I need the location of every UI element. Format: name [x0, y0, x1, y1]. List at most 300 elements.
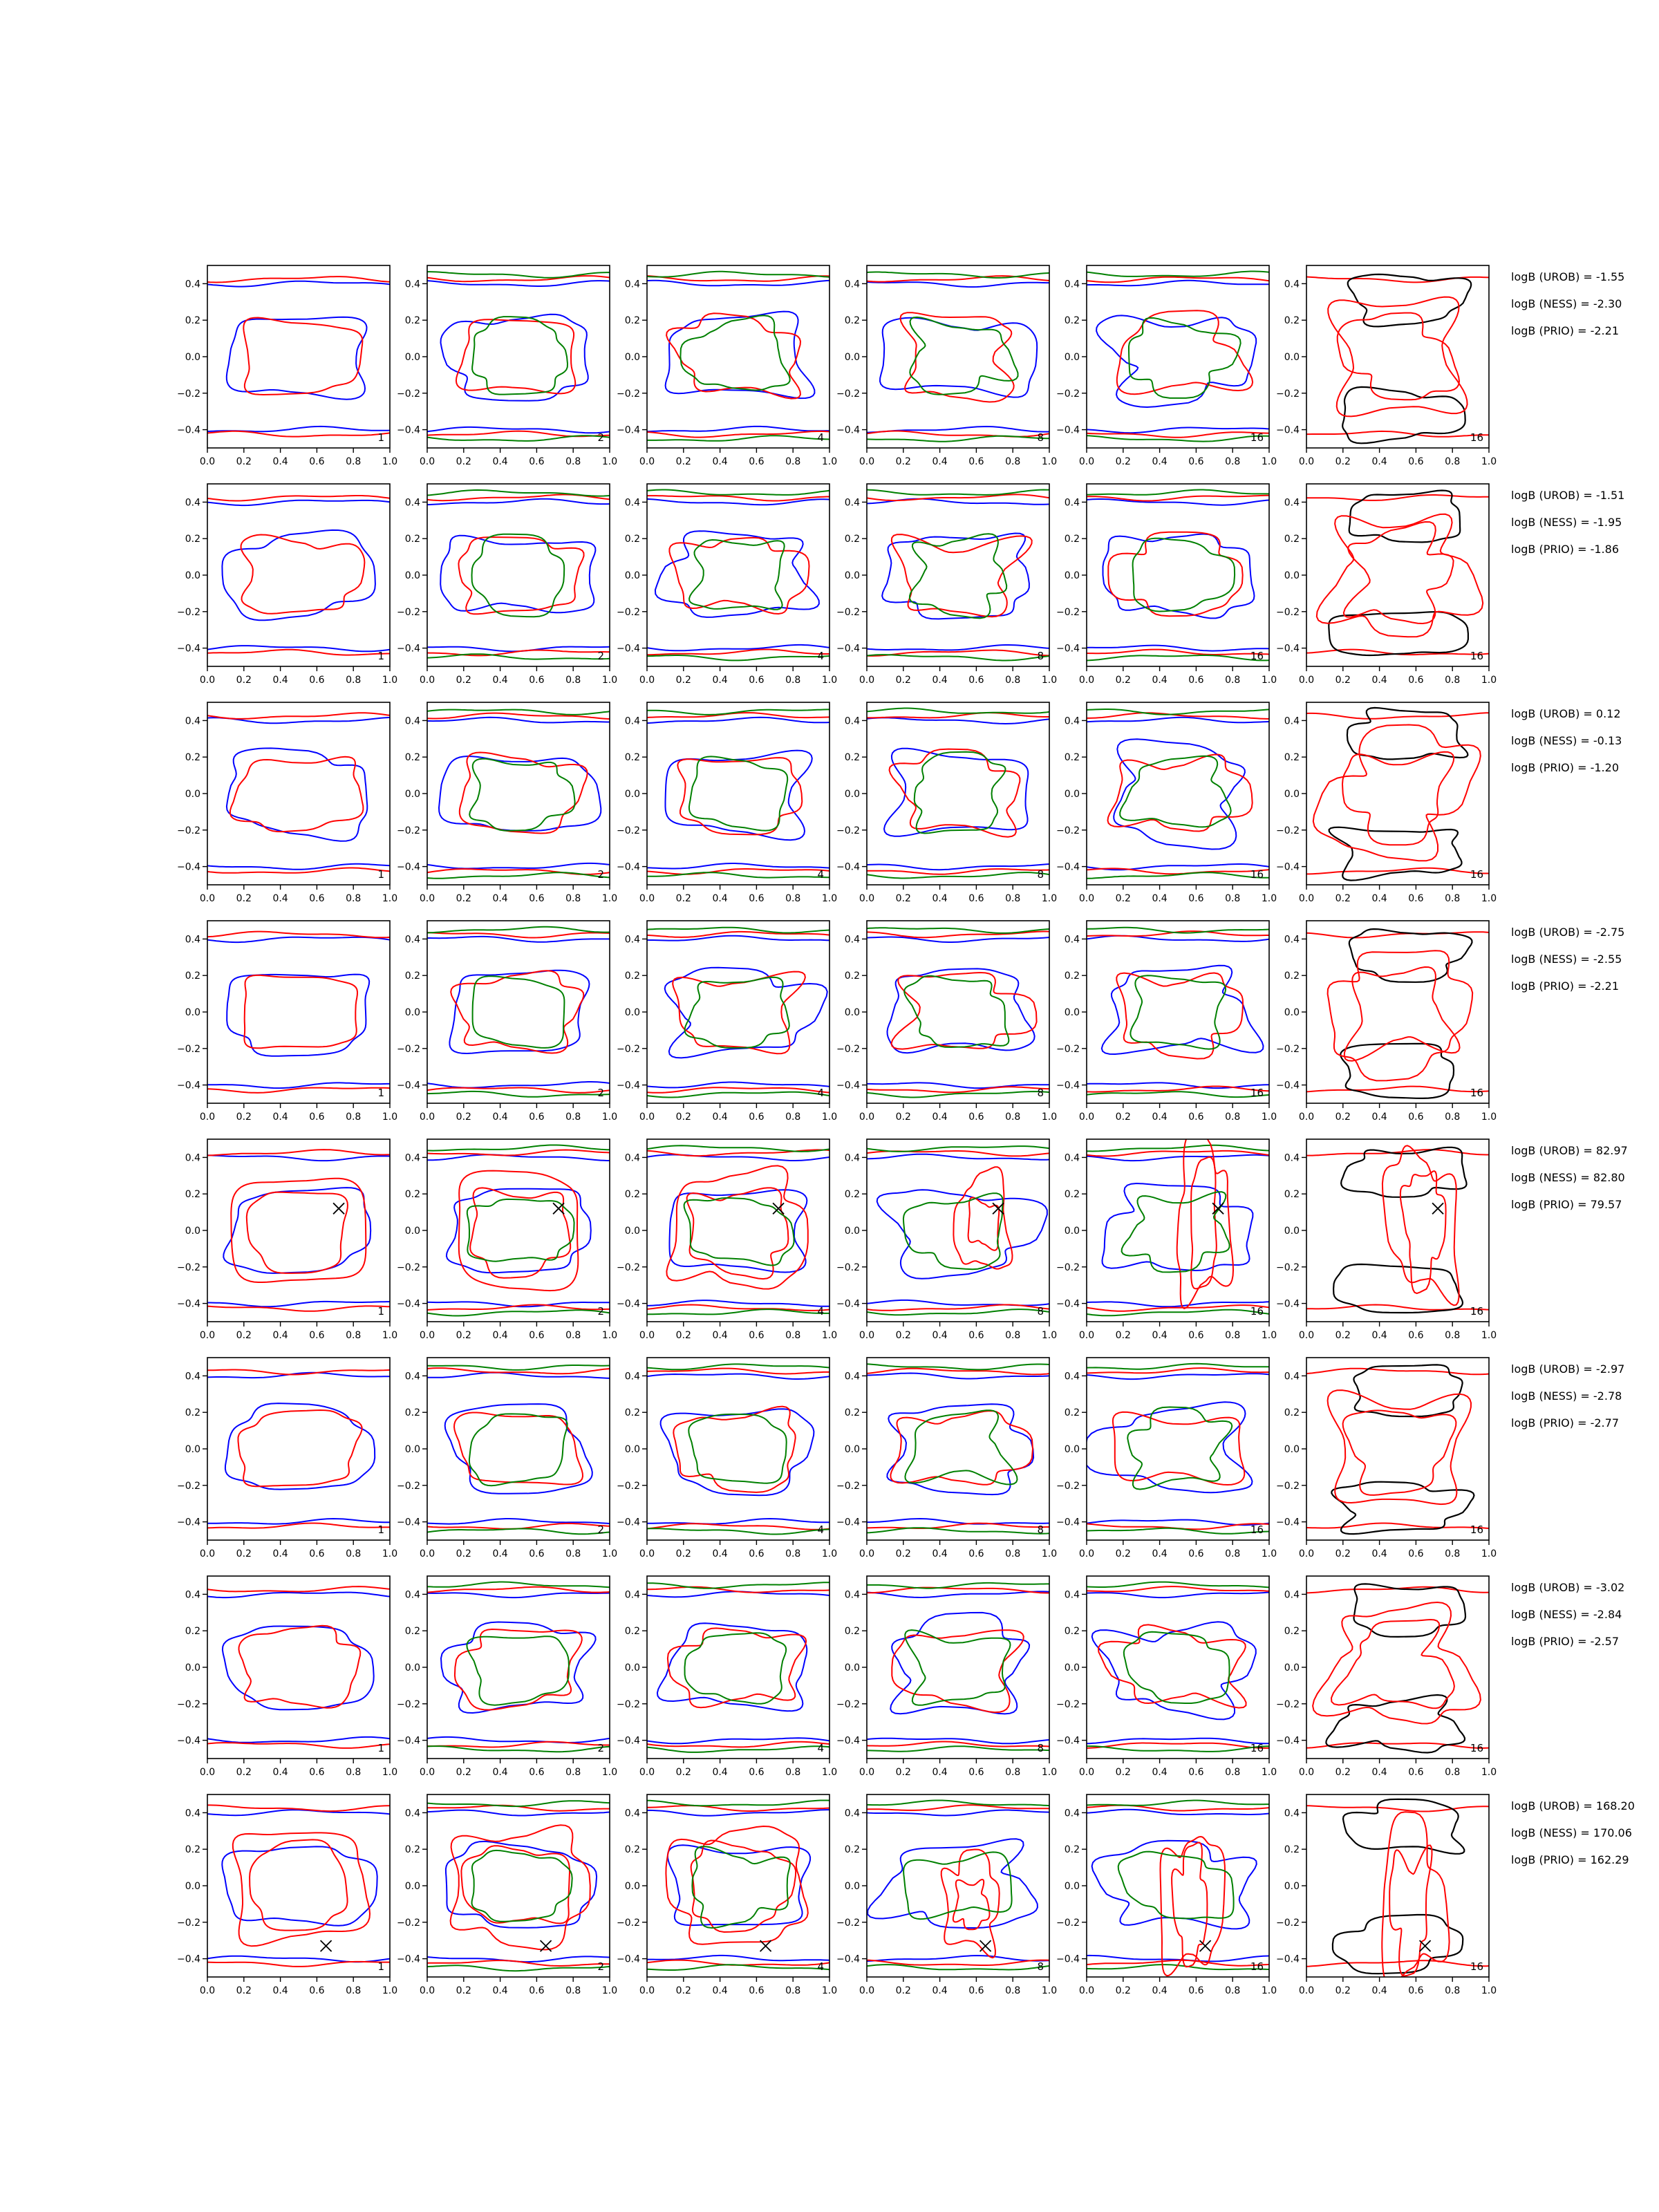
contour-blue [644, 499, 834, 505]
y-tick-label: 0.2 [185, 1189, 200, 1201]
y-tick-label: 0.4 [624, 497, 640, 509]
x-tick-label: 0.6 [529, 1548, 545, 1559]
x-tick-label: 0.2 [675, 456, 691, 467]
y-tick-label: −0.4 [397, 424, 420, 436]
y-tick-label: −0.4 [1276, 1517, 1300, 1528]
contour-lines [1083, 709, 1273, 879]
panel-r2-c2 [397, 484, 617, 686]
y-tick-label: −0.2 [1056, 1480, 1080, 1492]
y-tick-label: 0.0 [404, 1007, 420, 1018]
y-tick-label: 0.4 [404, 497, 420, 509]
x-tick-label: 0.0 [859, 456, 875, 467]
x-tick-label: 0.2 [236, 1985, 252, 1996]
contour-lines [204, 1586, 394, 1748]
contour-blue [424, 1082, 614, 1088]
contour-lines [644, 1582, 834, 1752]
logb-annotation: logB (NESS) = -0.13 [1511, 734, 1622, 747]
panel-r3-c3 [617, 702, 837, 904]
x-tick-label: 0.4 [932, 1548, 948, 1559]
panel-r6-c5 [1056, 1358, 1277, 1559]
y-tick-label: 0.0 [185, 1662, 200, 1674]
x-tick-label: 0.2 [895, 1985, 911, 1996]
contour-red [250, 1839, 348, 1930]
x-tick-label: 0.4 [1371, 893, 1387, 904]
contour-blue [863, 645, 1053, 650]
x-tick-label: 0.6 [1408, 1112, 1424, 1123]
panel-r8-c1 [177, 1794, 397, 1996]
contour-red [1303, 495, 1493, 500]
panel-r7-c3 [617, 1576, 837, 1778]
x-tick-label: 0.8 [1225, 1330, 1241, 1341]
x-tick-label: 0.6 [749, 1112, 765, 1123]
x-tick-label: 0.4 [712, 1985, 728, 1996]
x-tick-label: 0.2 [456, 893, 471, 904]
x-tick-label: 0.6 [529, 1112, 545, 1123]
contour-green [905, 1410, 1017, 1484]
contour-red [1303, 1305, 1493, 1310]
x-tick-label: 0.4 [932, 675, 948, 686]
x-tick-label: 0.4 [1371, 1330, 1387, 1341]
y-tick-label: 0.4 [1064, 1371, 1080, 1382]
x-tick-label: 0.6 [1408, 456, 1424, 467]
panel-r7-c4 [836, 1576, 1057, 1778]
source-marker [980, 1940, 991, 1951]
x-tick-label: 0.4 [712, 1548, 728, 1559]
panel-r1-c4 [836, 265, 1057, 467]
x-tick-label: 1.0 [382, 1112, 398, 1123]
contour-lines [1303, 274, 1493, 443]
contour-blue [424, 427, 614, 433]
y-tick-label: −0.4 [177, 1080, 200, 1091]
y-tick-label: −0.2 [617, 1698, 640, 1710]
y-tick-label: −0.4 [177, 1517, 200, 1528]
y-tick-label: 0.2 [404, 1626, 420, 1638]
x-tick-label: 0.0 [1298, 1548, 1315, 1559]
axes-frame [207, 1576, 390, 1759]
contour-red [1400, 1171, 1446, 1293]
x-tick-label: 0.4 [712, 893, 728, 904]
x-tick-label: 0.0 [419, 1330, 435, 1341]
x-tick-label: 0.4 [1152, 1330, 1168, 1341]
x-tick-label: 1.0 [382, 1985, 398, 1996]
y-tick-label: 0.0 [1284, 352, 1300, 363]
x-tick-label: 1.0 [1041, 893, 1058, 904]
x-tick-label: 0.2 [895, 1112, 911, 1123]
panel-r4-c2 [397, 921, 617, 1123]
contour-red [1083, 650, 1273, 655]
contour-blue [1083, 646, 1273, 651]
y-tick-label: −0.2 [397, 1917, 420, 1929]
logb-annotation: logB (PRIO) = -1.20 [1511, 761, 1619, 774]
y-tick-label: 0.0 [1064, 1007, 1080, 1018]
y-tick-label: 0.0 [1284, 1881, 1300, 1892]
contour-red [644, 869, 834, 874]
contour-red [424, 650, 614, 655]
y-tick-label: −0.4 [836, 861, 860, 873]
x-tick-label: 0.4 [272, 456, 288, 467]
contour-red [244, 975, 357, 1048]
axes-frame [207, 921, 390, 1103]
y-tick-label: −0.2 [836, 388, 860, 400]
panel-r6-c3 [617, 1358, 837, 1559]
panel-r5-c3 [617, 1139, 837, 1341]
contour-red [458, 537, 583, 614]
y-tick-label: −0.4 [1056, 1080, 1080, 1091]
panel-r2-c5 [1056, 484, 1277, 686]
contour-red [424, 1305, 614, 1311]
x-tick-label: 0.4 [1371, 675, 1387, 686]
x-tick-label: 0.2 [456, 1985, 471, 1996]
contour-red [204, 431, 394, 437]
panel-label: 8 [1037, 431, 1044, 444]
y-tick-label: 0.4 [844, 1152, 860, 1164]
y-tick-label: 0.0 [404, 1226, 420, 1237]
contour-blue [1083, 936, 1273, 941]
y-tick-label: 0.4 [844, 279, 860, 290]
y-tick-label: 0.0 [185, 570, 200, 581]
y-tick-label: 0.2 [404, 315, 420, 327]
x-tick-label: 0.4 [272, 675, 288, 686]
contour-green [1129, 318, 1241, 398]
y-tick-label: −0.4 [1276, 1080, 1300, 1091]
x-tick-label: 1.0 [1481, 1112, 1497, 1123]
x-tick-label: 0.2 [1115, 1112, 1131, 1123]
y-tick-label: −0.2 [1276, 1917, 1300, 1929]
y-tick-label: 0.0 [1284, 570, 1300, 581]
y-tick-label: −0.4 [1276, 1735, 1300, 1747]
x-tick-label: 1.0 [1041, 675, 1058, 686]
y-tick-label: 0.4 [185, 934, 200, 946]
x-tick-label: 0.0 [1078, 675, 1095, 686]
contour-green [644, 1801, 834, 1806]
x-tick-label: 0.6 [968, 893, 984, 904]
logb-annotation: logB (UROB) = -2.97 [1511, 1362, 1625, 1376]
x-tick-label: 0.0 [859, 1767, 875, 1778]
panel-label: 4 [817, 868, 824, 881]
y-tick-label: 0.0 [624, 570, 640, 581]
contour-green [915, 752, 1006, 834]
y-tick-label: 0.0 [404, 1444, 420, 1455]
y-tick-label: 0.2 [185, 315, 200, 327]
contour-green [1083, 490, 1273, 495]
axes-frame [867, 265, 1049, 448]
y-tick-label: −0.2 [177, 1917, 200, 1929]
y-tick-label: 0.2 [844, 1626, 860, 1638]
x-tick-label: 1.0 [601, 1767, 618, 1778]
x-tick-label: 0.2 [1335, 1985, 1351, 1996]
y-tick-label: 0.0 [624, 789, 640, 800]
y-tick-label: −0.4 [177, 861, 200, 873]
y-tick-label: 0.2 [844, 1844, 860, 1856]
contour-green [903, 1852, 1012, 1919]
source-marker [1432, 1203, 1443, 1214]
x-tick-label: 0.4 [1152, 1985, 1168, 1996]
panel-r6-c1 [177, 1358, 397, 1559]
contour-black [1354, 1584, 1466, 1637]
x-tick-label: 0.2 [456, 1767, 471, 1778]
y-tick-label: 0.2 [1284, 971, 1300, 982]
x-tick-label: 0.8 [785, 1112, 801, 1123]
contour-red [691, 1841, 796, 1933]
y-tick-label: −0.2 [1276, 388, 1300, 400]
x-tick-label: 0.2 [1335, 456, 1351, 467]
contour-green [472, 1850, 572, 1922]
panel-label: 16 [1250, 868, 1264, 881]
axes-frame [427, 265, 610, 448]
panel-r2-c1 [177, 484, 397, 686]
contour-lines [424, 927, 614, 1097]
panel-r1-c6 [1276, 265, 1497, 467]
contour-red [1303, 1369, 1493, 1375]
y-tick-label: −0.4 [397, 1517, 420, 1528]
y-tick-label: −0.2 [177, 825, 200, 836]
contour-red [204, 1306, 394, 1311]
contour-green [1083, 272, 1273, 276]
x-tick-label: 0.8 [346, 1767, 362, 1778]
y-tick-label: 0.2 [185, 1844, 200, 1856]
y-tick-label: −0.2 [617, 1043, 640, 1055]
contour-red [204, 1524, 394, 1528]
x-tick-label: 0.2 [1335, 1548, 1351, 1559]
contour-red [1303, 1806, 1493, 1811]
y-tick-label: 0.4 [1064, 1808, 1080, 1819]
contour-red [673, 972, 805, 1054]
y-tick-label: 0.0 [624, 1007, 640, 1018]
x-tick-label: 0.6 [1188, 1985, 1204, 1996]
x-tick-label: 0.6 [968, 1330, 984, 1341]
x-tick-label: 0.6 [1408, 893, 1424, 904]
y-tick-label: 0.4 [1064, 1152, 1080, 1164]
y-tick-label: −0.4 [617, 1735, 640, 1747]
contour-black [1347, 708, 1468, 760]
x-tick-label: 0.2 [1115, 675, 1131, 686]
panel-label: 16 [1470, 431, 1483, 444]
contour-lines [644, 490, 834, 661]
axes-frame [427, 484, 610, 666]
x-tick-label: 0.2 [895, 1548, 911, 1559]
contour-green [688, 1414, 786, 1483]
contour-lines [863, 1146, 1053, 1315]
contour-blue [644, 863, 834, 869]
contour-blue [863, 1154, 1053, 1160]
y-tick-label: 0.4 [404, 1808, 420, 1819]
x-tick-label: 1.0 [821, 1767, 838, 1778]
contour-black [1329, 827, 1462, 881]
x-tick-label: 0.0 [639, 1548, 655, 1559]
y-tick-label: 0.2 [404, 752, 420, 764]
contour-red [1083, 1368, 1273, 1373]
axes-frame [207, 265, 390, 448]
x-tick-label: 0.0 [1078, 456, 1095, 467]
x-tick-label: 0.6 [968, 675, 984, 686]
y-tick-label: 0.2 [844, 752, 860, 764]
contour-green [863, 1746, 1053, 1752]
contour-blue [863, 1300, 1053, 1306]
x-tick-label: 1.0 [601, 893, 618, 904]
contour-lines [863, 709, 1053, 879]
y-tick-label: −0.2 [617, 825, 640, 836]
contour-lines [1303, 708, 1493, 881]
x-tick-label: 0.4 [712, 1112, 728, 1123]
x-tick-label: 1.0 [1481, 893, 1497, 904]
x-tick-label: 0.8 [1225, 893, 1241, 904]
panel-label: 4 [817, 1087, 824, 1099]
logb-annotation: logB (NESS) = -2.84 [1511, 1608, 1622, 1621]
x-tick-label: 0.0 [1298, 675, 1315, 686]
y-tick-label: −0.4 [397, 1953, 420, 1965]
x-tick-label: 1.0 [1261, 1767, 1277, 1778]
x-tick-label: 0.6 [1188, 893, 1204, 904]
axes-frame [867, 484, 1049, 666]
y-tick-label: 0.0 [1284, 1444, 1300, 1455]
panel-r3-c2 [397, 702, 617, 904]
y-tick-label: −0.4 [836, 1080, 860, 1091]
y-tick-label: −0.2 [1056, 1698, 1080, 1710]
x-tick-label: 0.0 [1078, 1548, 1095, 1559]
panel-r8-c3 [617, 1794, 837, 1996]
x-tick-label: 0.6 [309, 1548, 325, 1559]
x-tick-label: 0.2 [236, 1548, 252, 1559]
contour-blue [441, 1622, 596, 1714]
x-tick-label: 0.8 [1005, 1112, 1021, 1123]
y-tick-label: 0.2 [404, 1189, 420, 1201]
contour-red [644, 431, 834, 438]
x-tick-label: 0.6 [1188, 675, 1204, 686]
contour-lines [863, 272, 1053, 442]
contour-lines [424, 1365, 614, 1534]
x-tick-label: 1.0 [1481, 1548, 1497, 1559]
y-tick-label: 0.0 [185, 352, 200, 363]
x-tick-label: 0.4 [272, 1112, 288, 1123]
panel-r8-c5 [1056, 1794, 1277, 1996]
x-tick-label: 0.8 [785, 1985, 801, 1996]
x-tick-label: 0.8 [785, 1548, 801, 1559]
y-tick-label: −0.2 [177, 606, 200, 618]
y-tick-label: 0.4 [624, 934, 640, 946]
x-tick-label: 0.6 [749, 1330, 765, 1341]
x-tick-label: 0.6 [309, 1985, 325, 1996]
x-tick-label: 0.6 [1408, 1767, 1424, 1778]
x-tick-label: 0.6 [968, 1112, 984, 1123]
contour-red [231, 1179, 366, 1282]
contour-blue [863, 1810, 1053, 1816]
panel-r5-c2 [397, 1139, 617, 1341]
y-tick-label: 0.2 [185, 971, 200, 982]
x-tick-label: 0.6 [968, 1985, 984, 1996]
y-tick-label: −0.4 [1276, 1953, 1300, 1965]
panel-label: 8 [1037, 1087, 1044, 1099]
x-tick-label: 0.6 [309, 1767, 325, 1778]
x-tick-label: 1.0 [821, 893, 838, 904]
y-tick-label: 0.0 [844, 1007, 860, 1018]
x-tick-label: 0.6 [968, 456, 984, 467]
x-tick-label: 0.2 [1115, 1767, 1131, 1778]
x-tick-label: 1.0 [382, 1548, 398, 1559]
y-tick-label: −0.4 [177, 1953, 200, 1965]
y-tick-label: 0.4 [624, 1152, 640, 1164]
x-tick-label: 0.6 [1188, 1112, 1204, 1123]
contour-red [424, 276, 614, 281]
y-tick-label: 0.4 [185, 1808, 200, 1819]
panel-r2-c3 [617, 484, 837, 686]
x-tick-label: 0.2 [236, 1330, 252, 1341]
y-tick-label: −0.2 [177, 1698, 200, 1710]
y-tick-label: −0.4 [177, 1298, 200, 1310]
x-tick-label: 0.8 [785, 1767, 801, 1778]
contour-lines [1083, 490, 1273, 661]
contour-green [863, 709, 1053, 713]
x-tick-label: 0.6 [309, 675, 325, 686]
x-tick-label: 0.2 [1335, 675, 1351, 686]
contour-lines [204, 1370, 394, 1528]
y-tick-label: −0.4 [836, 643, 860, 655]
y-tick-label: 0.4 [1064, 715, 1080, 727]
x-tick-label: 0.4 [492, 1330, 508, 1341]
panel-r7-c1 [177, 1576, 397, 1778]
y-tick-label: 0.0 [185, 789, 200, 800]
contour-blue [1083, 718, 1273, 723]
y-tick-label: −0.2 [617, 1480, 640, 1492]
y-tick-label: −0.2 [836, 1917, 860, 1929]
y-tick-label: 0.2 [404, 1844, 420, 1856]
x-tick-label: 0.2 [1335, 1767, 1351, 1778]
contour-red [204, 1370, 394, 1375]
y-tick-label: 0.2 [185, 1626, 200, 1638]
x-tick-label: 0.0 [199, 1985, 216, 1996]
contour-red [953, 1880, 990, 1929]
contour-blue [863, 864, 1053, 870]
axes-frame [1306, 921, 1489, 1103]
x-tick-label: 0.0 [199, 1767, 216, 1778]
panel-r6-c4 [836, 1358, 1057, 1559]
panel-label: 2 [597, 1742, 604, 1754]
x-tick-label: 0.8 [346, 893, 362, 904]
x-tick-label: 0.4 [1152, 675, 1168, 686]
panel-label: 16 [1470, 1524, 1483, 1536]
x-tick-label: 1.0 [1481, 1330, 1497, 1341]
y-tick-label: −0.4 [617, 1953, 640, 1965]
contour-lines [1303, 1145, 1493, 1313]
y-tick-label: 0.0 [1284, 789, 1300, 800]
contour-lines [424, 1582, 614, 1752]
x-tick-label: 0.4 [932, 1985, 948, 1996]
x-tick-label: 0.6 [529, 1330, 545, 1341]
x-tick-label: 0.4 [272, 1330, 288, 1341]
x-tick-label: 0.4 [1371, 1985, 1387, 1996]
contour-red [1303, 1150, 1493, 1156]
contour-red [1382, 1812, 1449, 1985]
y-tick-label: −0.4 [177, 424, 200, 436]
x-tick-label: 0.2 [1335, 1330, 1351, 1341]
contour-red [863, 869, 1053, 874]
y-tick-label: 0.2 [1064, 752, 1080, 764]
y-tick-label: 0.0 [1284, 1662, 1300, 1674]
y-tick-label: −0.4 [836, 1298, 860, 1310]
contour-red [1303, 1524, 1493, 1529]
y-tick-label: 0.4 [185, 1589, 200, 1601]
axes-frame [1087, 921, 1269, 1103]
x-tick-label: 0.0 [859, 1330, 875, 1341]
axes-frame [647, 1794, 830, 1977]
x-tick-label: 0.6 [749, 1767, 765, 1778]
panel-label: 2 [597, 1960, 604, 1973]
x-tick-label: 1.0 [1261, 1985, 1277, 1996]
contour-green [644, 435, 834, 441]
contour-lines [863, 928, 1053, 1097]
x-tick-label: 0.2 [1115, 1548, 1131, 1559]
logb-annotation: logB (UROB) = -1.51 [1511, 489, 1625, 502]
y-tick-label: −0.4 [617, 643, 640, 655]
